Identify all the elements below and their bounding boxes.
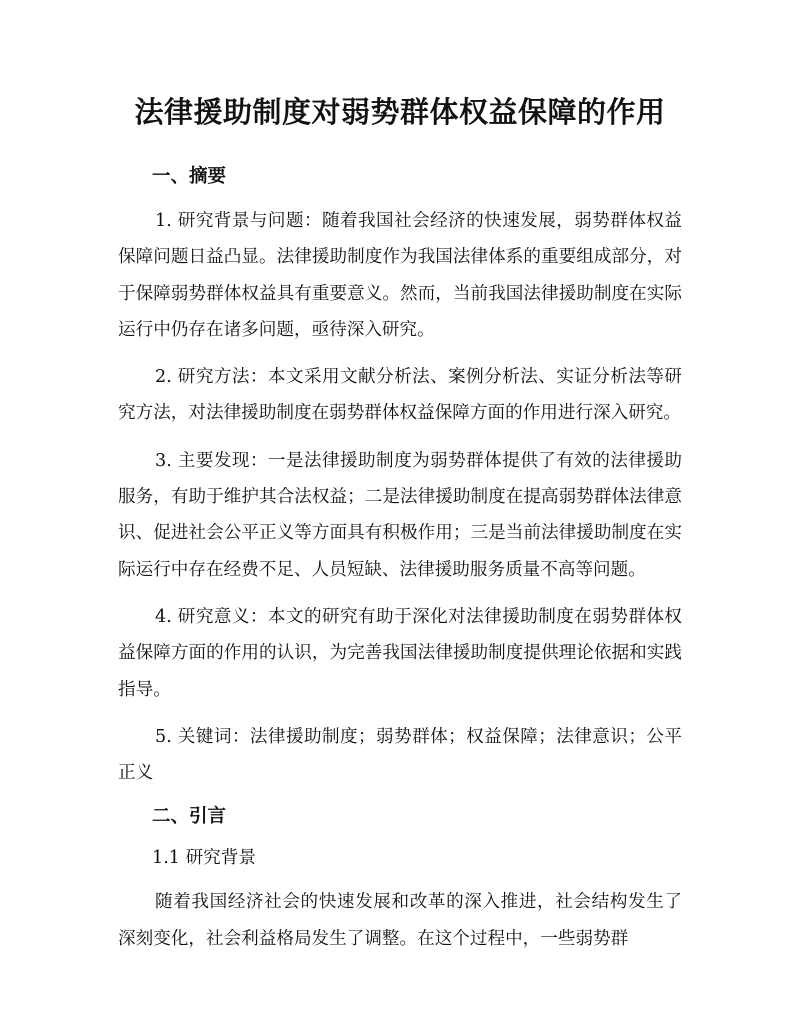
abstract-item-methods: 2. 研究方法：本文采用文献分析法、案例分析法、实证分析法等研究方法，对法律援助制度在弱势群体权益保障方面的作用进行深入研究。	[118, 367, 682, 424]
abstract-item-findings: 3. 主要发现：一是法律援助制度为弱势群体提供了有效的法律援助服务，有助于维护其合法权益；二是法律援助制度在提高弱势群体法律意识、促进社会公平正义等方面具有积极作用；三是当前法律援助制度在实际运行中存在经费不足、人员短缺、法律援助服务质量不高等问题。	[118, 450, 682, 580]
abstract-heading: 一、摘要	[152, 166, 227, 187]
abstract-item-background: 1. 研究背景与问题：随着我国社会经济的快速发展，弱势群体权益保障问题日益凸显。法律援助制度作为我国法律体系的重要组成部分，对于保障弱势群体权益具有重要意义。然而，当前我国法律援助制度在实际运行中仍存在诸多问题，亟待深入研究。	[118, 211, 682, 340]
document-title: 法律援助制度对弱势群体权益保障的作用	[134, 95, 666, 129]
introduction-heading: 二、引言	[152, 806, 227, 828]
introduction-section	[118, 802, 682, 957]
research-background-subheading: 1.1 研究背景	[152, 848, 256, 869]
abstract-section	[118, 162, 682, 791]
abstract-item-keywords: 5. 关键词：法律援助制度；弱势群体；权益保障；法律意识；公平正义	[118, 726, 682, 784]
abstract-item-significance: 4. 研究意义：本文的研究有助于深化对法律援助制度在弱势群体权益保障方面的作用的认识，为完善我国法律援助制度提供理论依据和实践指导。	[118, 606, 682, 700]
introduction-paragraph: 随着我国经济社会的快速发展和改革的深入推进，社会结构发生了深刻变化，社会利益格局发生了调整。在这个过程中，一些弱势群	[118, 892, 682, 949]
